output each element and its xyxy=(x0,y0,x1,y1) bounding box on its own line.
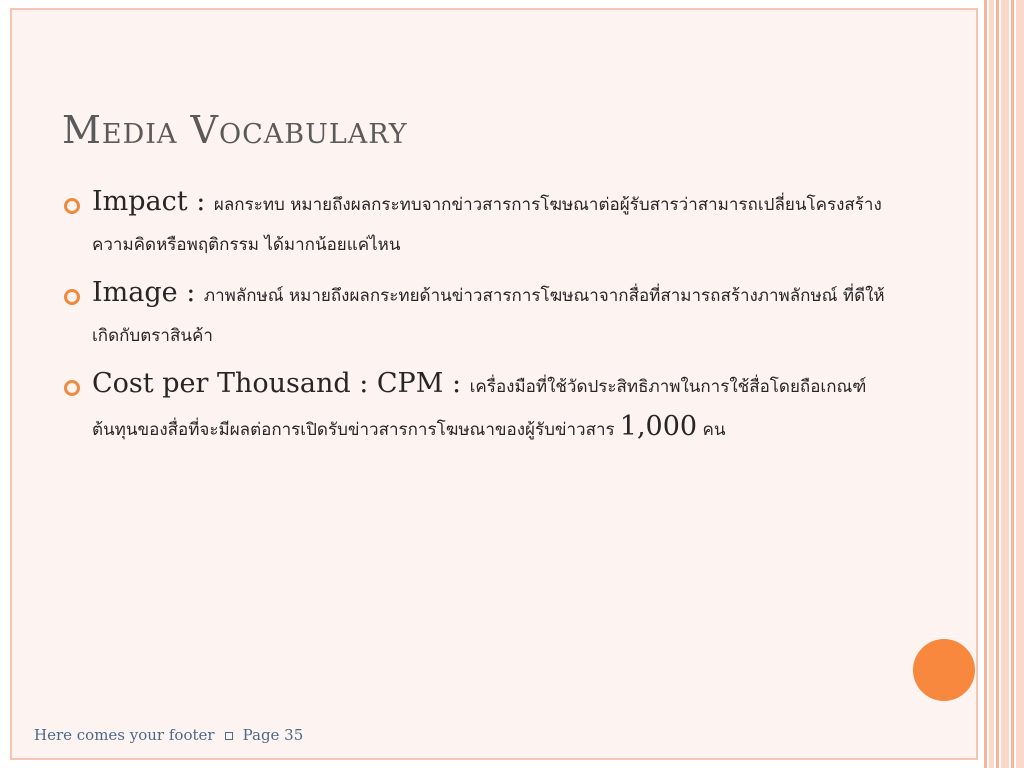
bullet-item-impact xyxy=(62,182,892,265)
bullet-circle-icon xyxy=(64,289,80,305)
bullet-description: ผลกระทบ หมายถึงผลกระทบจากข่าวสารการโฆษณาต่อผู้รับสารว่าสามารถเปลี่ยนโครงสร้างความคิดหรือพฤติกรรม ได้มากน้อยแค่ไหน xyxy=(92,195,882,255)
bullet-term: Impact : xyxy=(92,186,214,217)
bullet-circle-icon xyxy=(64,380,80,396)
orange-circle-decoration xyxy=(913,639,975,701)
decorative-stripe xyxy=(1016,0,1024,768)
bullet-number: 1,000 xyxy=(619,411,698,442)
decorative-stripe xyxy=(1001,0,1009,768)
bullet-description: ภาพลักษณ์ หมายถึงผลกระทยด้านข่าวสารการโฆษณาจากสื่อที่สามารถสร้างภาพลักษณ์ ที่ดีให้เกิดกับตราสินค้า xyxy=(92,286,885,346)
footer xyxy=(34,726,303,744)
decorative-stripe xyxy=(984,0,987,768)
decorative-stripe xyxy=(1011,0,1014,768)
slide-title: Media Vocabulary xyxy=(62,108,408,152)
bullet-unit: คน xyxy=(697,420,726,440)
bullet-description: เครื่องมือที่ใช้วัดประสิทธิภาพในการใช้สื่อโดยถือเกณฑ์ ต้นทุนของสื่อที่จะมีผลต่อการเปิดรับข่าวสารการโฆษณาของผู้รับข่าวสาร xyxy=(92,377,867,440)
bullet-term: Cost per Thousand : CPM : xyxy=(92,368,470,399)
decorative-stripe xyxy=(996,0,999,768)
footer-text: Here comes your footer xyxy=(34,726,215,744)
bullet-item-cpm xyxy=(62,364,892,450)
bullet-circle-icon xyxy=(64,198,80,214)
decorative-stripe xyxy=(989,0,994,768)
bullet-item-image xyxy=(62,273,892,356)
square-separator-icon xyxy=(225,732,233,740)
page-number: Page 35 xyxy=(242,726,304,744)
bullet-list xyxy=(62,182,892,458)
bullet-term: Image : xyxy=(92,277,204,308)
